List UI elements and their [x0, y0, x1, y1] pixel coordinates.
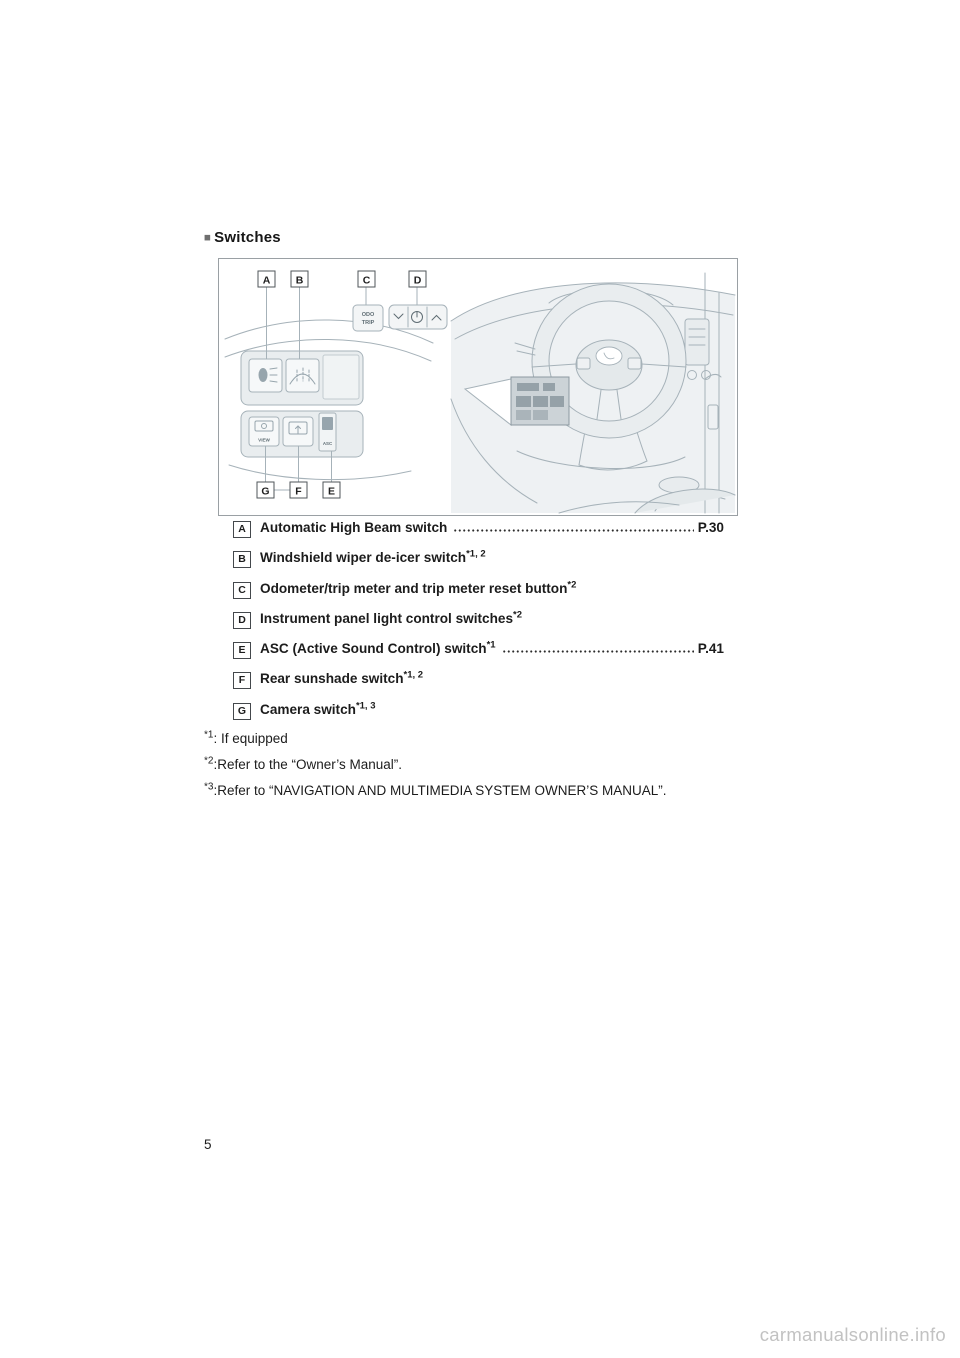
- footnote-1: [204, 731, 667, 757]
- panel-light-control-switches: [389, 305, 447, 329]
- svg-text:F: F: [295, 485, 302, 498]
- callout-f: [290, 482, 307, 498]
- page-reference: P.41: [697, 641, 724, 657]
- legend-label-text: ASC (Active Sound Control) switch: [260, 641, 487, 657]
- footnote-text: :Refer to the “Owner’s Manual”.: [213, 757, 403, 772]
- section-heading: [204, 229, 281, 246]
- legend: [233, 520, 724, 732]
- legend-item-b: [233, 550, 724, 580]
- footnote-marker: *1, 3: [355, 700, 376, 712]
- legend-label: [260, 671, 423, 686]
- footnote-marker: *2: [204, 755, 214, 767]
- footnote-marker: *2: [513, 609, 523, 621]
- legend-label: [260, 520, 447, 535]
- figure-svg: [219, 259, 737, 515]
- camera-button: [249, 417, 279, 446]
- svg-text:B: B: [295, 274, 304, 287]
- trip-label: TRIP: [361, 320, 375, 326]
- footnote-marker: *1: [486, 639, 496, 651]
- legend-label: [260, 550, 486, 565]
- svg-text:D: D: [413, 274, 422, 287]
- svg-text:G: G: [261, 485, 270, 498]
- legend-letter-box: E: [233, 642, 251, 659]
- legend-item-g: [233, 702, 724, 732]
- callout-b: [291, 271, 308, 287]
- callout-d: [409, 271, 426, 287]
- legend-label-text: Automatic High Beam switch: [260, 520, 448, 535]
- footnote-3: [204, 783, 667, 809]
- legend-label-text: Camera switch: [260, 701, 356, 717]
- section-title: Switches: [214, 229, 281, 246]
- legend-letter-box: C: [233, 582, 251, 599]
- svg-text:A: A: [262, 274, 271, 287]
- watermark: carmanualsonline.info: [759, 1324, 946, 1345]
- footnote-marker: *1: [204, 729, 214, 741]
- footnote-text: : If equipped: [213, 731, 288, 746]
- footnote-marker: *3: [204, 781, 214, 793]
- odo-trip-button: [353, 305, 383, 331]
- legend-label: [260, 581, 576, 596]
- switch-panel-closeup: [225, 287, 447, 490]
- legend-letter-box: D: [233, 612, 251, 629]
- switches-figure: [218, 258, 738, 516]
- rear-sunshade-button: [283, 417, 313, 446]
- legend-item-d: [233, 611, 724, 641]
- legend-label: [260, 611, 522, 626]
- legend-letter-box: G: [233, 703, 251, 720]
- legend-item-e: [233, 641, 724, 671]
- dot-leader: [502, 642, 694, 653]
- footnotes: [204, 731, 667, 809]
- legend-letter-box: B: [233, 551, 251, 568]
- legend-label-text: Instrument panel light control switches: [260, 610, 514, 626]
- footnote-2: [204, 757, 667, 783]
- legend-letter-box: A: [233, 521, 251, 538]
- legend-label-text: Windshield wiper de-icer switch: [260, 550, 467, 566]
- auto-high-beam-button: [249, 359, 282, 392]
- lexus-emblem-icon: [596, 347, 622, 365]
- legend-label-text: Odometer/trip meter and trip meter reset button: [260, 580, 568, 596]
- asc-label: ASC: [322, 441, 333, 446]
- callout-e: [323, 482, 340, 498]
- square-bullet-icon: ■: [204, 232, 212, 244]
- footnote-text: :Refer to “NAVIGATION AND MULTIMEDIA SYSTEM OWNER’S MANUAL”.: [213, 783, 667, 798]
- odo-label: ODO: [361, 312, 375, 318]
- footnote-marker: *2: [567, 579, 577, 591]
- page-reference: P.30: [697, 520, 724, 535]
- svg-text:E: E: [327, 485, 336, 498]
- blank-switch-plate: [323, 355, 359, 399]
- legend-item-f: [233, 671, 724, 701]
- dot-leader: [453, 521, 693, 532]
- legend-letter-box: F: [233, 672, 251, 689]
- legend-label: [260, 641, 496, 656]
- legend-item-a: [233, 520, 724, 550]
- callout-a: [258, 271, 275, 287]
- speaker-icon: [322, 417, 333, 430]
- wiper-deicer-button: [286, 359, 319, 392]
- callout-g: [257, 482, 274, 498]
- callout-c: [358, 271, 375, 287]
- footnote-marker: *1, 2: [403, 669, 424, 681]
- asc-button: [319, 413, 336, 451]
- svg-text:C: C: [362, 274, 371, 287]
- legend-label: [260, 702, 376, 717]
- page-number: 5: [204, 1137, 212, 1152]
- legend-label-text: Rear sunshade switch: [260, 671, 404, 687]
- view-label: VIEW: [258, 437, 270, 443]
- legend-item-c: [233, 581, 724, 611]
- footnote-marker: *1, 2: [466, 548, 486, 560]
